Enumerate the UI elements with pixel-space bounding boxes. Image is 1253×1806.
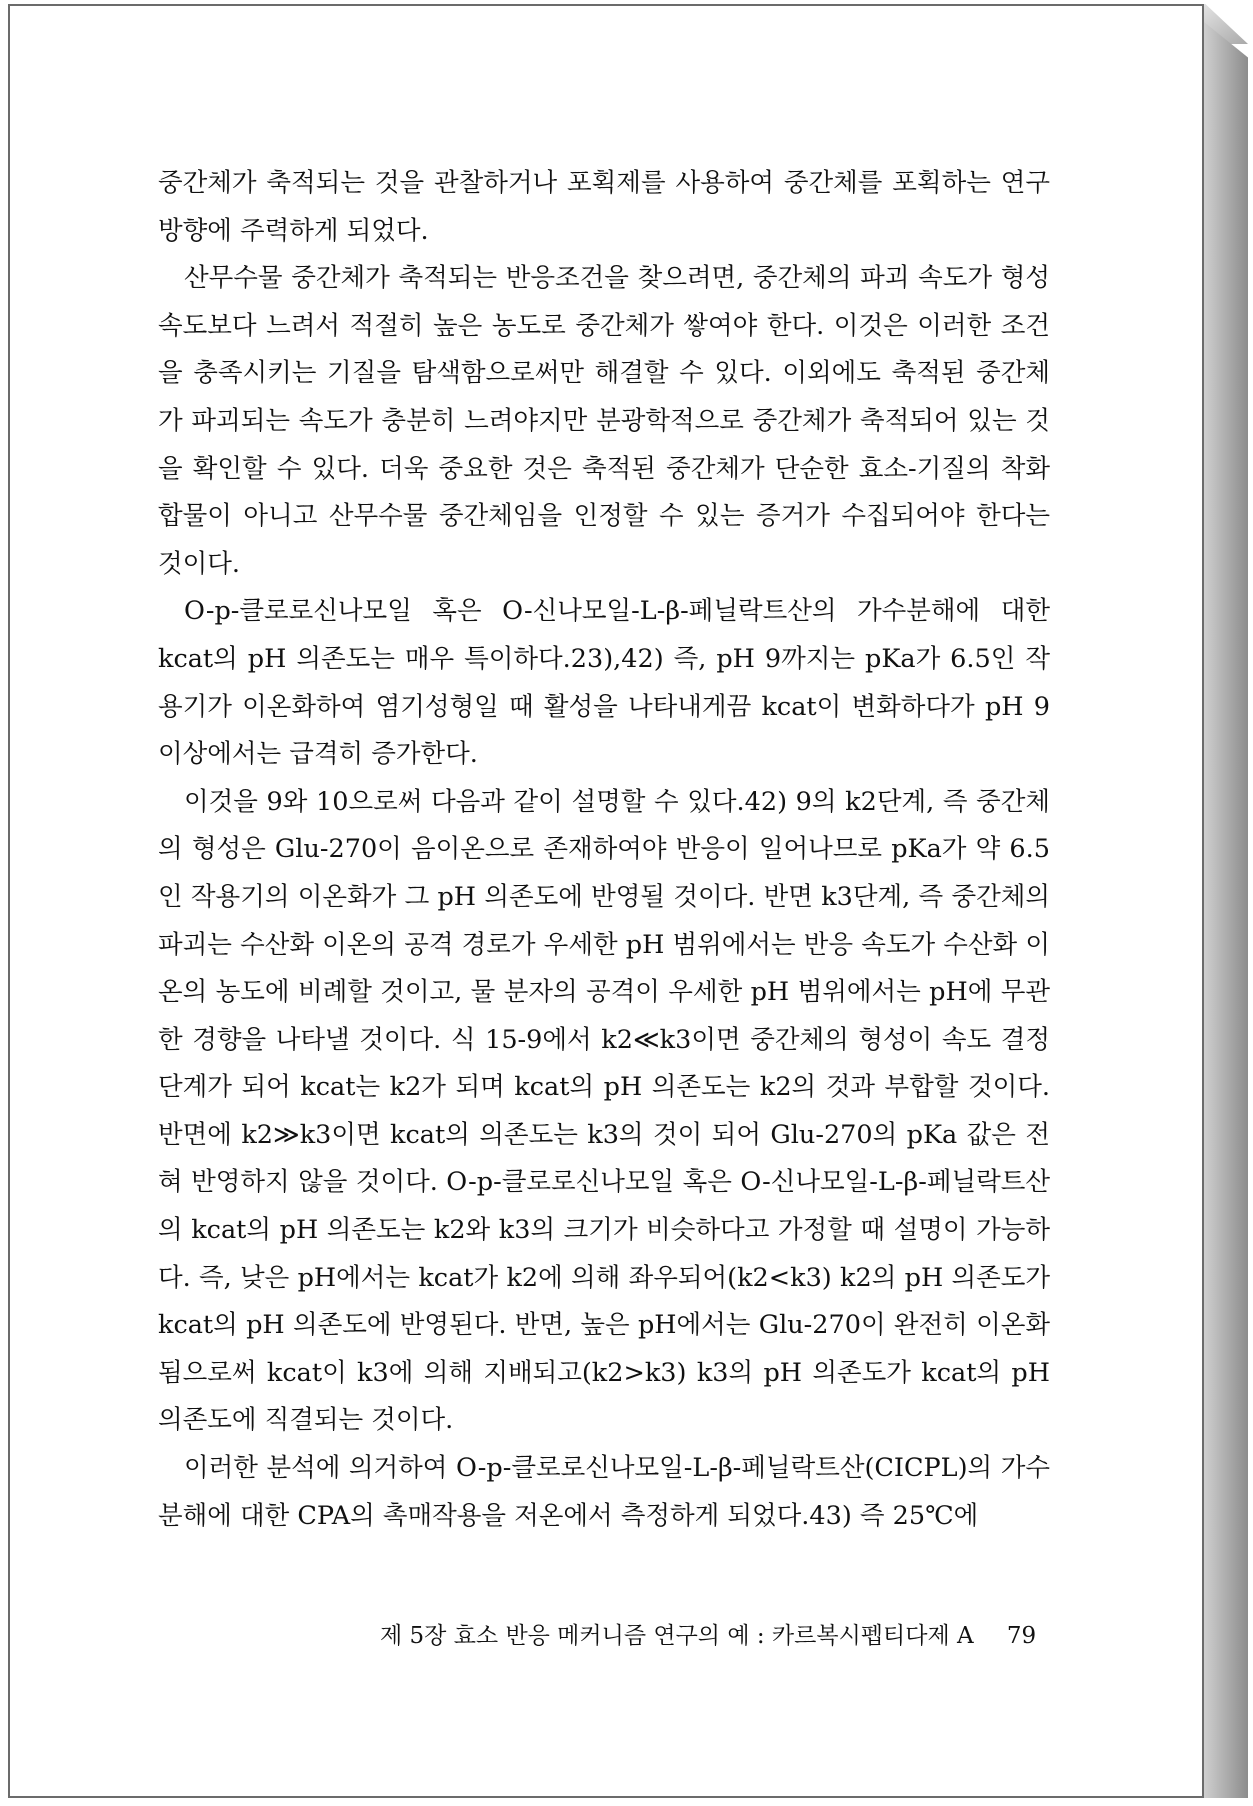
chapter-title: 제 5장 효소 반응 메커니즘 연구의 예 : 카르복시펩티다제 A xyxy=(380,1623,974,1649)
paragraph-4: 이것을 9와 10으로써 다음과 같이 설명할 수 있다.42) 9의 k2단계, 즉 중간체의 형성은 Glu-270이 음이온으로 존재하여야 반응이 일어나므로 pKa가 약 6.5인 작용기의 이온화가 그 pH 의존도에 반영될 것이다. 반면 k3단계, 즉 중간체의 파괴는 수산화 이온의 공격 경로가 우세한 pH 범위에서는 반응 속도가 수산화 이온의 농도에 비례할 것이고, 물 분자의 공격이 우세한 pH 범위에서는 pH에 무관한 경향을 나타낼 것이다. 식 15-9에서 k2≪k3이면 중간체의 형성이 속도 결정 단계가 되어 kcat는 k2가 되며 kcat의 pH 의존도는 k2의 것과 부합할 것이다. 반면에 k2≫k3이면 kcat의 의존도는 k3의 것이 되어 Glu-270의 pKa 값은 전혀 반영하지 않을 것이다. O-p-클로로신나모일 혹은 O-신나모일-L-β-페닐락트산의 kcat의 pH 의존도는 k2와 k3의 크기가 비슷하다고 가정할 때 설명이 가능하다. 즉, 낮은 pH에서는 kcat가 k2에 의해 좌우되어(k2<k3) k2의 pH 의존도가 kcat의 pH 의존도에 반영된다. 반면, 높은 pH에서는 Glu-270이 완전히 이온화됨으로써 kcat이 k3에 의해 지배되고(k2>k3) k3의 pH 의존도가 kcat의 pH 의존도에 직결되는 것이다. xyxy=(158,786,1050,1436)
page-footer xyxy=(380,1617,1037,1650)
paragraph-2: 산무수물 중간체가 축적되는 반응조건을 찾으려면, 중간체의 파괴 속도가 형성 속도보다 느려서 적절히 높은 농도로 중간체가 쌓여야 한다. 이것은 이러한 조건을 충족시키는 기질을 탐색함으로써만 해결할 수 있다. 이외에도 축적된 중간체가 파괴되는 속도가 충분히 느려야지만 분광학적으로 중간체가 축적되어 있는 것을 확인할 수 있다. 더욱 중요한 것은 축적된 중간체가 단순한 효소-기질의 착화합물이 아니고 산무수물 중간체임을 인정할 수 있는 증거가 수집되어야 한다는 것이다. xyxy=(158,263,1050,579)
paragraph-5: 이러한 분석에 의거하여 O-p-클로로신나모일-L-β-페닐락트산(CICPL)의 가수분해에 대한 CPA의 촉매작용을 저온에서 측정하게 되었다.43) 즉 25℃에 xyxy=(158,1453,1050,1531)
body-text xyxy=(158,160,1050,1540)
page-number: 79 xyxy=(1006,1623,1037,1649)
page-edge-shadow xyxy=(1204,22,1248,1798)
paragraph-3: O-p-클로로신나모일 혹은 O-신나모일-L-β-페닐락트산의 가수분해에 대한 kcat의 pH 의존도는 매우 특이하다.23),42) 즉, pH 9까지는 pKa가 6.5인 작용기가 이온화하여 염기성형일 때 활성을 나타내게끔 kcat이 변화하다가 pH 9 이상에서는 급격히 증가한다. xyxy=(158,596,1050,770)
paragraph-1: 중간체가 축적되는 것을 관찰하거나 포획제를 사용하여 중간체를 포획하는 연구 방향에 주력하게 되었다. xyxy=(158,168,1050,246)
